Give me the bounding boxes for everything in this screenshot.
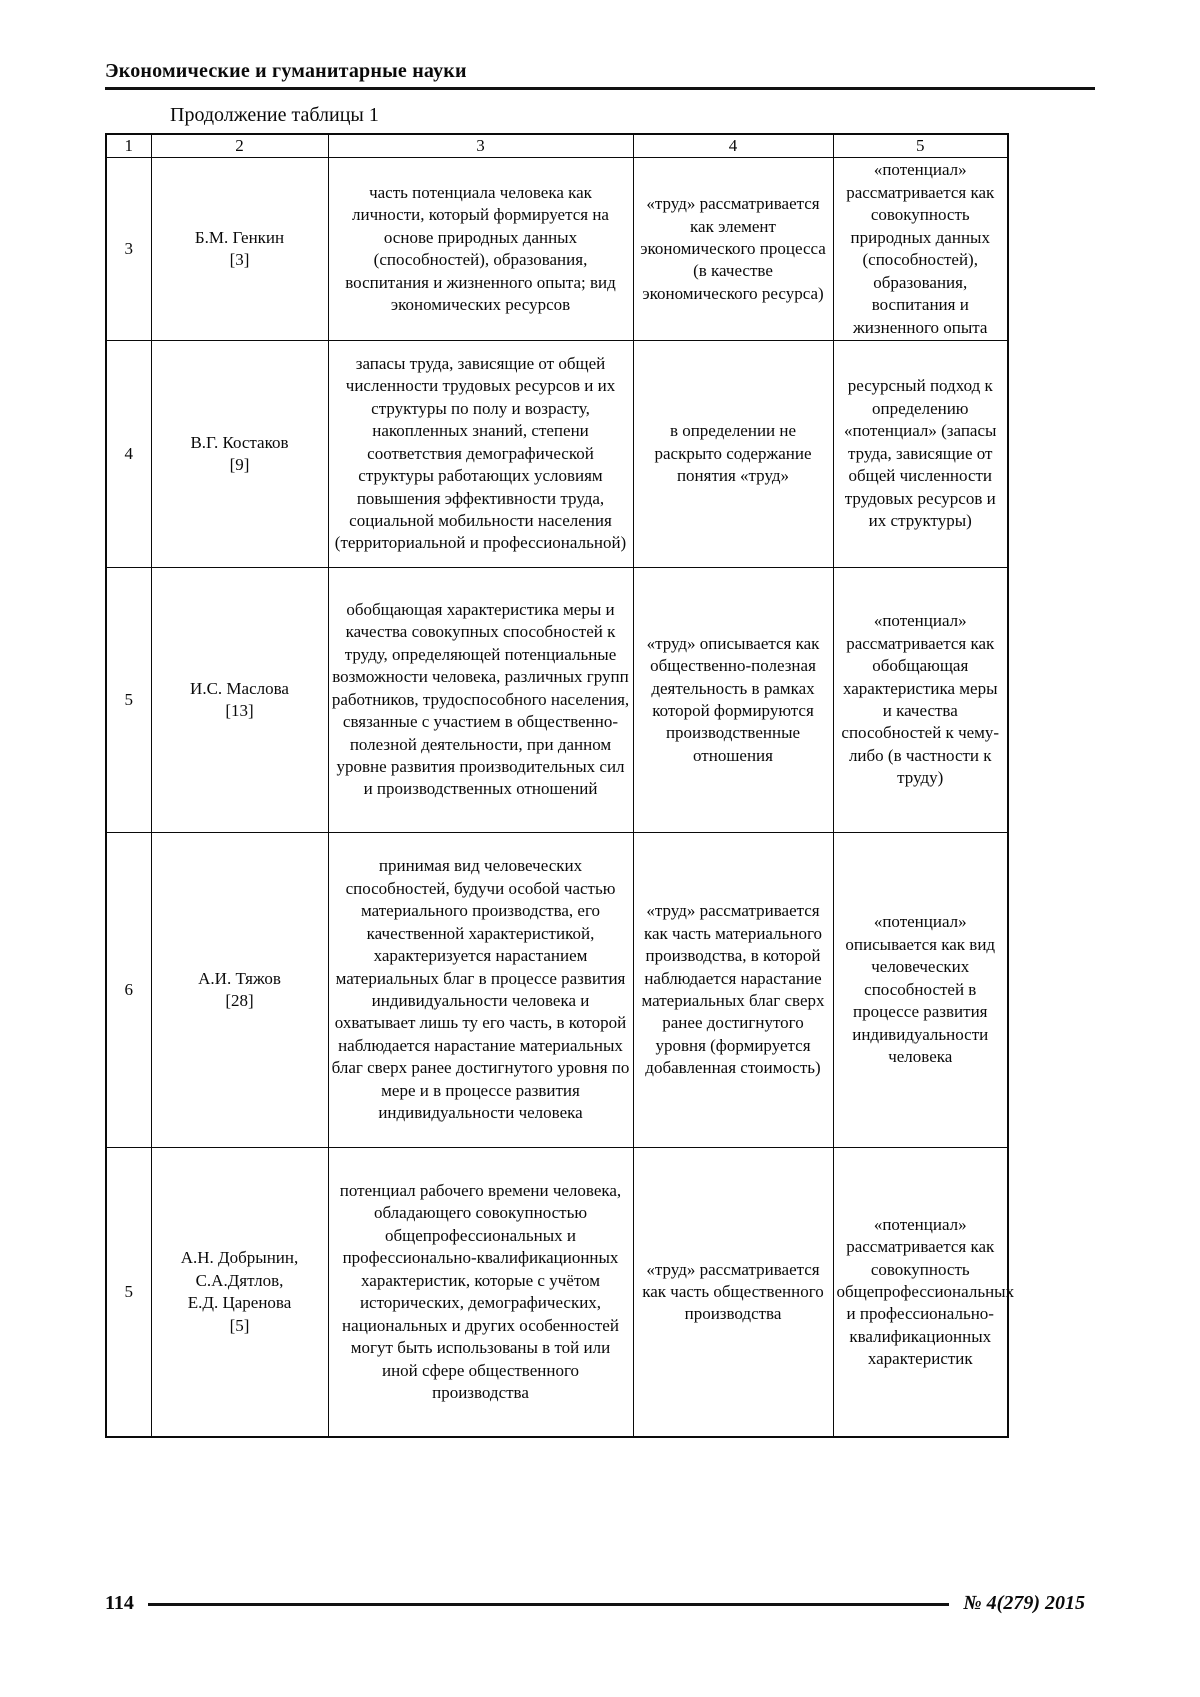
page-footer: [105, 1592, 1085, 1615]
author-cell: В.Г. Костаков [9]: [151, 340, 328, 567]
definition-cell: потенциал рабочего времени человека, обладающего совокупностью общепрофессиональных и профессионально-квалификационных характеристик, которые с учётом исторических, демографических, национальных и других особенностей могут быть использованы в той или иной сфере общественного производства: [328, 1147, 633, 1437]
table-row: [106, 158, 1008, 341]
author-cell: И.С. Маслова [13]: [151, 567, 328, 832]
labor-note-cell: «труд» описывается как общественно-полезная деятельность в рамках которой формируются производственные отношения: [633, 567, 833, 832]
definition-cell: обобщающая характеристика меры и качества совокупных способностей к труду, определяющей потенциальные возможности человека, различных групп работников, трудоспособного населения, связанные с участием в общественно-полезной деятельности, при данном уровне развития производительных сил и производственных отношений: [328, 567, 633, 832]
labor-note-cell: «труд» рассматривается как часть материального производства, в которой наблюдается нарастание материальных благ сверх ранее достигнутого уровня (формируется добавленная стоимость): [633, 832, 833, 1147]
row-number-cell: 3: [106, 158, 151, 341]
column-header-1: 1: [106, 134, 151, 158]
row-number-cell: 4: [106, 340, 151, 567]
running-head: [105, 60, 467, 83]
potential-note-cell: «потенциал» рассматривается как совокупность общепрофессиональных и профессионально-квалификационных характеристик: [833, 1147, 1008, 1437]
labor-note-cell: «труд» рассматривается как элемент экономического процесса (в качестве экономического ресурса): [633, 158, 833, 341]
header-rule: [105, 87, 1095, 90]
journal-section-title: Экономические и гуманитарные науки: [105, 60, 467, 82]
column-header-2: 2: [151, 134, 328, 158]
definition-cell: запасы труда, зависящие от общей численности трудовых ресурсов и их структуры по полу и возрасту, накопленных знаний, степени соответствия демографической структуры работающих условиям повышения эффективности труда, социальной мобильности населения (территориальной и профессиональной): [328, 340, 633, 567]
definitions-table: [105, 133, 1015, 1438]
row-number-cell: 5: [106, 567, 151, 832]
table-row: [106, 832, 1008, 1147]
labor-note-cell: в определении не раскрыто содержание понятия «труд»: [633, 340, 833, 567]
issue-label: № 4(279) 2015: [963, 1592, 1085, 1614]
potential-note-cell: ресурсный подход к определению «потенциал» (запасы труда, зависящие от общей численности трудовых ресурсов и их структуры): [833, 340, 1008, 567]
table-row: [106, 567, 1008, 832]
author-cell: А.И. Тяжов [28]: [151, 832, 328, 1147]
table-header-row: [106, 134, 1008, 158]
table-caption: Продолжение таблицы 1: [170, 104, 379, 126]
table-row: [106, 1147, 1008, 1437]
author-cell: А.Н. Добрынин, С.А.Дятлов, Е.Д. Царенова [5]: [151, 1147, 328, 1437]
definition-cell: принимая вид человеческих способностей, будучи особой частью материального производства, его качественной характеристикой, характеризуется нарастанием материальных благ в процессе развития индивидуальности человека и охватывает лишь ту его часть, в которой наблюдается нарастание материальных благ сверх ранее достигнутого уровня по мере и в процессе развития индивидуальности человека: [328, 832, 633, 1147]
footer-rule: [148, 1603, 949, 1606]
row-number-cell: 5: [106, 1147, 151, 1437]
potential-note-cell: «потенциал» рассматривается как обобщающая характеристика меры и качества способностей к чему-либо (в частности к труду): [833, 567, 1008, 832]
row-number-cell: 6: [106, 832, 151, 1147]
definition-cell: часть потенциала человека как личности, который формируется на основе природных данных (способностей), образования, воспитания и жизненного опыта; вид экономических ресурсов: [328, 158, 633, 341]
column-header-4: 4: [633, 134, 833, 158]
potential-note-cell: «потенциал» описывается как вид человеческих способностей в процессе развития индивидуальности человека: [833, 832, 1008, 1147]
potential-note-cell: «потенциал» рассматривается как совокупность природных данных (способностей), образования, воспитания и жизненного опыта: [833, 158, 1008, 341]
column-header-5: 5: [833, 134, 1008, 158]
labor-note-cell: «труд» рассматривается как часть общественного производства: [633, 1147, 833, 1437]
table-row: [106, 340, 1008, 567]
page-number: 114: [105, 1592, 134, 1614]
author-cell: Б.М. Генкин [3]: [151, 158, 328, 341]
column-header-3: 3: [328, 134, 633, 158]
